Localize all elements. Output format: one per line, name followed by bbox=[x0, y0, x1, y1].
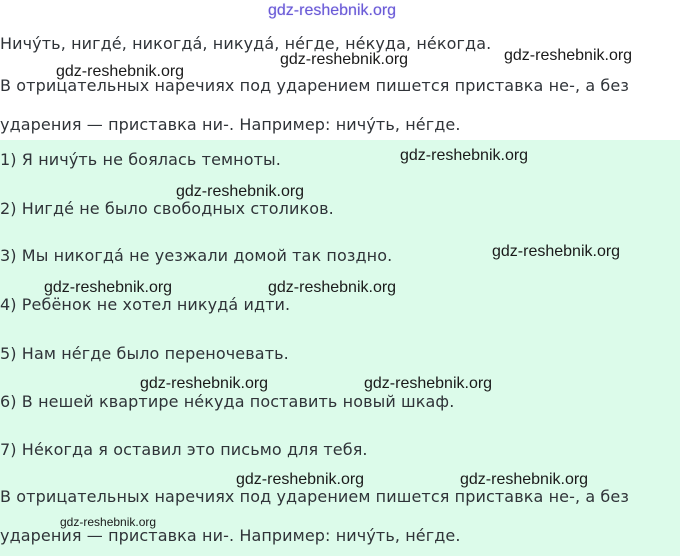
sentence-5: 5) Нам не́где было переночевать. bbox=[0, 344, 289, 363]
sentence-3: 3) Мы никогда́ не уезжали домой так поздно. bbox=[0, 246, 393, 265]
watermark: gdz-reshebnik.org bbox=[280, 51, 409, 68]
watermark: gdz-reshebnik.org bbox=[492, 243, 621, 260]
rule-line-1: В отрицательных наречиях под ударением пишется приставка не-, а без bbox=[0, 76, 629, 95]
watermark: gdz-reshebnik.org bbox=[504, 47, 633, 64]
rule-repeat-line-1: В отрицательных наречиях под ударением пишется приставка не-, а без bbox=[0, 487, 629, 506]
watermark: gdz-reshebnik.org bbox=[236, 471, 365, 488]
watermark: gdz-reshebnik.org bbox=[460, 471, 589, 488]
rule-repeat-line-2: ударения — приставка ни-. Например: ничу́ть, не́где. bbox=[0, 526, 461, 545]
sentence-6: 6) В нешей квартире не́куда поставить новый шкаф. bbox=[0, 392, 455, 411]
rule-line-2: ударения — приставка ни-. Например: ничу́ть, не́где. bbox=[0, 115, 461, 134]
watermark: gdz-reshebnik.org bbox=[140, 375, 269, 392]
sentence-2: 2) Нигде́ не было свободных столиков. bbox=[0, 199, 334, 218]
watermark: gdz-reshebnik.org bbox=[364, 375, 493, 392]
watermark: gdz-reshebnik.org bbox=[400, 147, 529, 164]
watermark-top: gdz-reshebnik.org bbox=[268, 2, 397, 19]
watermark: gdz-reshebnik.org bbox=[176, 183, 305, 200]
watermark: gdz-reshebnik.org bbox=[268, 279, 397, 296]
watermark: gdz-reshebnik.org bbox=[44, 279, 173, 296]
watermark-small: gdz-reshebnik.org bbox=[60, 515, 157, 529]
words-line: Ничу́ть, нигде́, никогда́, никуда́, не́где, не́куда, не́когда. bbox=[0, 34, 492, 53]
sentence-1: 1) Я ничу́ть не боялась темноты. bbox=[0, 150, 281, 169]
sentence-4: 4) Ребёнок не хотел никуда́ идти. bbox=[0, 295, 291, 314]
watermark: gdz-reshebnik.org bbox=[56, 63, 185, 80]
sentence-7: 7) Не́когда я оставил это письмо для тебя. bbox=[0, 440, 368, 459]
